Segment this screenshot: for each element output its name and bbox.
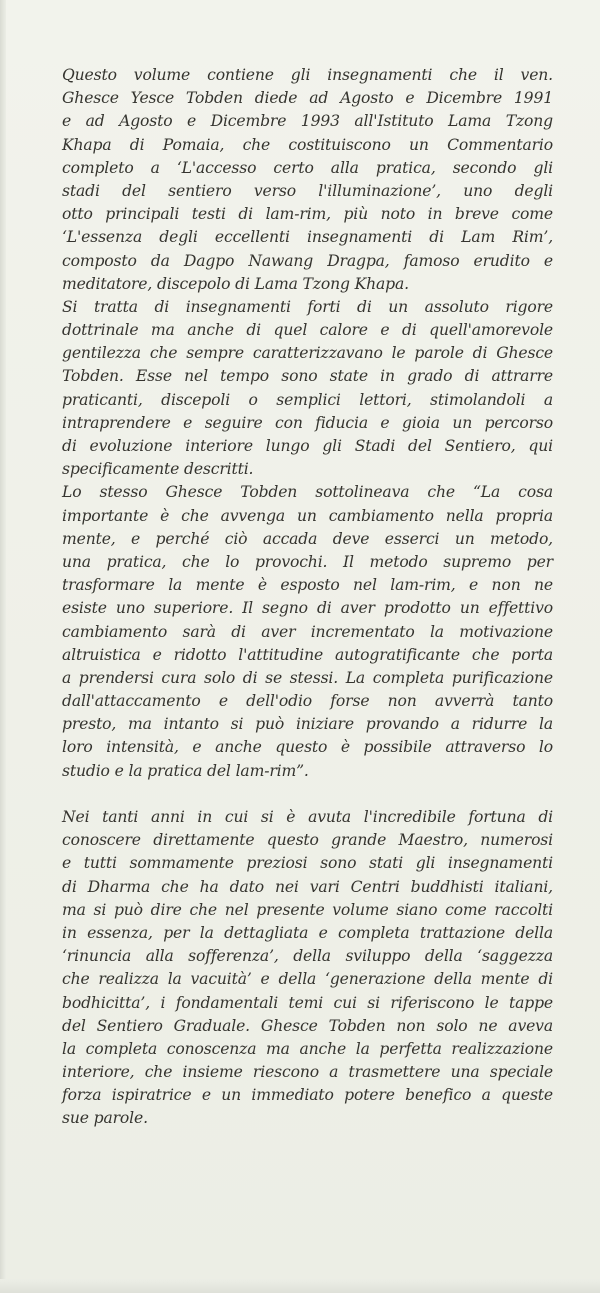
text-line: e tutti sommamente preziosi sono stati gli insegnamenti [62,854,553,873]
text-line: e ad Agosto e Dicembre 1993 all'Istituto Lama Tzong [62,112,553,131]
text-line: esiste uno superiore. Il segno di aver prodotto un effettivo [62,599,553,618]
text-line: presto, ma intanto si può iniziare provando a ridurre la [62,715,553,734]
text-line: Tobden. Esse nel tempo sono state in grado di attrarre [62,367,553,386]
text-line: di evoluzione interiore lungo gli Stadi del Sentiero, qui [62,437,553,455]
text-line: conoscere direttamente questo grande Maestro, numerosi [62,831,553,850]
cover-bottom-edge [0,1279,600,1293]
text-line: ma si può dire che nel presente volume siano come raccolti [62,900,553,919]
text-line: bodhicitta’, i fondamentali temi cui si riferiscono le tappe [62,993,553,1012]
text-line: specificamente descritti. [62,460,254,479]
text-line: gentilezza che sempre caratterizzavano le parole di Ghesce [62,344,553,363]
text-line: praticanti, discepoli o semplici lettori, stimolandoli a [62,390,553,409]
text-line: dall'attaccamento e dell'odio forse non avverrà tanto [62,692,553,711]
text-line: in essenza, per la dettagliata e completa trattazione della [62,923,553,942]
text-line: Khapa di Pomaia, che costituiscono un Commentario [62,135,553,154]
text-line: ‘L'essenza degli eccellenti insegnamenti di Lam Rim’, [62,228,553,247]
text-line: una pratica, che lo provochi. Il metodo supremo per [62,552,553,571]
text-line: del Sentiero Graduale. Ghesce Tobden non solo ne aveva [62,1016,553,1035]
text-line: importante è che avvenga un cambiamento nella propria [62,506,553,525]
text-line: trasformare la mente è esposto nel lam-rim, e non ne [62,576,553,595]
text-line: la completa conoscenza ma anche la perfetta realizzazione [62,1039,553,1058]
text-line: composto da Dagpo Nawang Dragpa, famoso erudito e [62,251,553,270]
text-line: studio e la pratica del lam-rim”. [62,761,309,780]
text-line: dottrinale ma anche di quel calore e di quell'amorevole [62,321,553,340]
text-line: di Dharma che ha dato nei vari Centri buddhisti italiani, [62,877,553,896]
paragraph-2 [62,296,553,482]
text-line: Si tratta di insegnamenti forti di un assoluto rigore [62,297,553,316]
text-line: forza ispiratrice e un immediato potere benefico a queste [62,1086,553,1105]
text-line: stadi del sentiero verso l'illuminazione’, uno degli [62,181,553,200]
text-line: sue parole. [62,1109,148,1128]
text-line: ‘rinuncia alla sofferenza’, della sviluppo della ‘saggezza [62,947,553,966]
text-line: Lo stesso Ghesce Tobden sottolineava che “La cosa [62,483,553,502]
text-line: interiore, che insieme riescono a trasmettere una speciale [62,1063,553,1082]
text-line: loro intensità, e anche questo è possibile attraverso lo [62,738,553,757]
cover-left-edge [0,0,6,1293]
text-line: cambiamento sarà di aver incrementato la motivazione [62,622,553,641]
text-line: otto principali testi di lam-rim, più noto in breve come [62,205,553,224]
text-line: a prendersi cura solo di se stessi. La completa purificazione [62,668,553,687]
text-line: meditatore, discepolo di Lama Tzong Khapa. [62,274,409,293]
text-line: che realizza la vacuità’ e della ‘generazione della mente di [62,970,553,989]
text-line: Questo volume contiene gli insegnamenti che il ven. [62,66,553,84]
blurb-text [62,64,553,1131]
paragraph-3 [62,481,553,782]
text-line: intraprendere e seguire con fiducia e gioia un percorso [62,413,553,432]
text-line: Ghesce Yesce Tobden diede ad Agosto e Dicembre 1991 [62,89,553,108]
text-line: completo a ‘L'accesso certo alla pratica, secondo gli [62,158,553,177]
text-line: mente, e perché ciò accada deve esserci un metodo, [62,529,553,548]
text-line: altruistica e ridotto l'attitudine autogratificante che porta [62,645,553,664]
paragraph-4 [62,806,553,1131]
text-line: Nei tanti anni in cui si è avuta l'incredibile fortuna di [62,808,553,826]
paragraph-spacer [62,783,553,806]
paragraph-1 [62,64,553,296]
